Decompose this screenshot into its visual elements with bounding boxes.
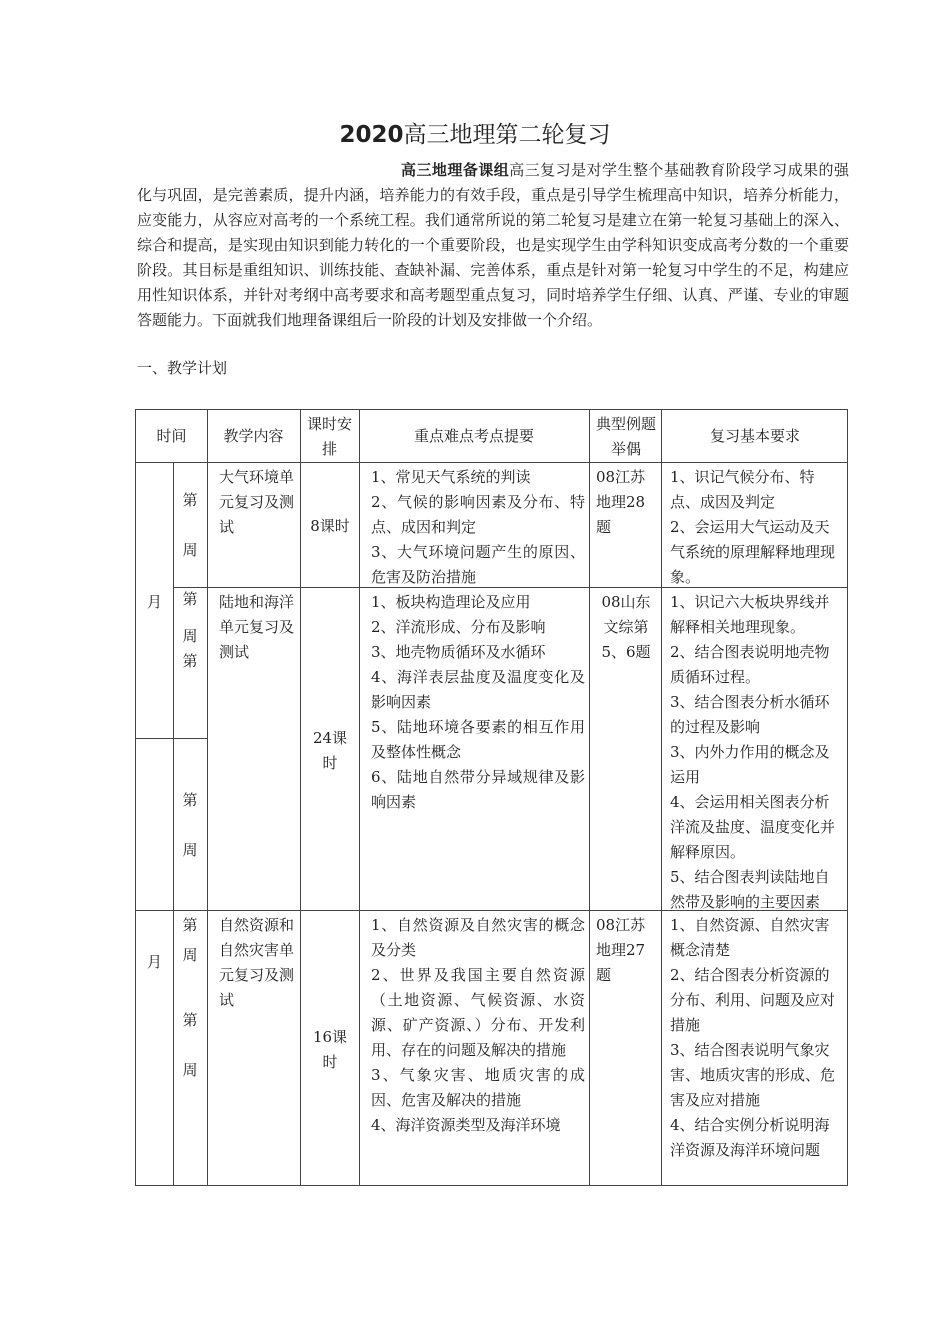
focus-item: 6、陆地自然带分异域规律及影响因素	[371, 768, 585, 811]
requirements-cell-3	[662, 911, 848, 1186]
requirement-item: 2、结合图表分析资源的分布、利用、问题及应对措施	[670, 966, 836, 1034]
header-requirements: 复习基本要求	[709, 427, 800, 445]
content-cell-3: 自然资源和自然灾害单元复习及测试	[219, 916, 295, 1009]
requirement-item: 3、结合图表分析水循环的过程及影响	[670, 693, 830, 736]
focus-cell-3	[360, 911, 589, 1186]
content-cell-2: 陆地和海洋单元复习及测试	[219, 593, 295, 661]
header-focus: 重点难点考点提要	[413, 427, 534, 445]
requirement-item: 4、结合实例分析说明海洋资源及海洋环境问题	[670, 1116, 830, 1159]
example-cell-3: 08江苏地理27题	[596, 916, 646, 984]
section-heading: 一、教学计划	[137, 359, 228, 377]
focus-item: 1、自然资源及自然灾害的概念及分类	[371, 916, 585, 959]
requirements-cell-1	[662, 463, 848, 587]
intro-paragraph	[137, 158, 849, 333]
requirement-item: 1、识记六大板块界线并解释相关地理现象。	[670, 593, 830, 636]
requirement-item: 1、识记气候分布、特点、成因及判定	[670, 468, 815, 511]
focus-cell-1	[360, 463, 589, 587]
focus-item: 2、洋流形成、分布及影响	[371, 618, 546, 636]
content-cell-1: 大气环境单元复习及测试	[219, 468, 295, 536]
week-label-1: 第 周	[182, 491, 198, 559]
header-hours: 课时安排	[306, 415, 352, 458]
focus-item: 3、大气环境问题产生的原因、危害及防治措施	[371, 543, 585, 586]
focus-item: 2、世界及我国主要自然资源（土地资源、气候资源、水资源、矿产资源、）分布、开发利用、存在的问题及解决的措施	[371, 966, 585, 1059]
month-label-1: 月	[146, 593, 162, 611]
hours-cell-3: 16课时	[312, 1028, 348, 1071]
title-year: 2020	[339, 122, 404, 148]
page-title	[0, 116, 950, 149]
requirement-item: 5、结合图表判读陆地自然带及影响的主要因素	[670, 868, 830, 910]
focus-item: 5、陆地环境各要素的相互作用及整体性概念	[371, 718, 585, 761]
header-time: 时间	[156, 427, 187, 445]
week-label-4: 第 周 第 周	[182, 916, 198, 1079]
requirement-item: 3、结合图表说明气象灾害、地质灾害的形成、危害及应对措施	[670, 1041, 836, 1109]
requirement-item: 3、内外力作用的概念及运用	[670, 743, 830, 786]
hours-cell-2: 24课时	[312, 729, 348, 772]
week-label-2: 第 周 第	[182, 590, 198, 670]
requirement-item: 2、结合图表说明地壳物质循环过程。	[670, 643, 830, 686]
week-label-3: 第 周	[182, 791, 198, 859]
focus-item: 4、海洋表层盐度及温度变化及影响因素	[371, 668, 585, 711]
plan-table	[135, 409, 848, 1186]
title-text: 高三地理第二轮复习	[403, 122, 611, 148]
focus-item: 2、气候的影响因素及分布、特点、成因和判定	[371, 493, 585, 536]
requirement-item: 4、会运用相关图表分析洋流及盐度、温度变化并解释原因。	[670, 793, 836, 861]
intro-group: 高三地理备课组	[401, 161, 510, 179]
example-cell-2: 08山东文综第5、6题	[601, 593, 651, 661]
focus-cell-2	[360, 588, 589, 910]
example-cell-1: 08江苏地理28题	[596, 468, 646, 536]
requirements-cell-2	[662, 588, 848, 910]
focus-item: 1、板块构造理论及应用	[371, 593, 531, 611]
intro-body: 高三复习是对学生整个基础教育阶段学习成果的强化与巩固，是完善素质，提升内涵，培养能力的有效手段，重点是引导学生梳理高中知识，培养分析能力，应变能力，从容应对高考的一个系统工程。我们通常所说的第二轮复习是建立在第一轮复习基础上的深入、综合和提高，是实现由知识到能力转化的一个重要阶段，也是实现学生由学科知识变成高考分数的一个重要阶段。其目标是重组知识、训练技能、查缺补漏、完善体系，重点是针对第一轮复习中学生的不足，构建应用性知识体系，并针对考纲中高考要求和高考题型重点复习，同时培养学生仔细、认真、严谨、专业的审题答题能力。下面就我们地理备课组后一阶段的计划及安排做一个介绍。	[137, 161, 849, 329]
focus-item: 1、常见天气系统的判读	[371, 468, 531, 486]
header-content: 教学内容	[223, 427, 284, 445]
requirement-item: 1、自然资源、自然灾害概念清楚	[670, 916, 830, 959]
header-example: 典型例题举偶	[595, 415, 656, 458]
focus-item: 4、海洋资源类型及海洋环境	[371, 1116, 561, 1134]
hours-cell-1: 8课时	[310, 517, 350, 535]
focus-item: 3、地壳物质循环及水循环	[371, 643, 546, 661]
month-label-2: 月	[146, 953, 162, 971]
focus-item: 3、气象灾害、地质灾害的成因、危害及解决的措施	[371, 1066, 585, 1109]
requirement-item: 2、会运用大气运动及天气系统的原理解释地理现象。	[670, 518, 836, 586]
